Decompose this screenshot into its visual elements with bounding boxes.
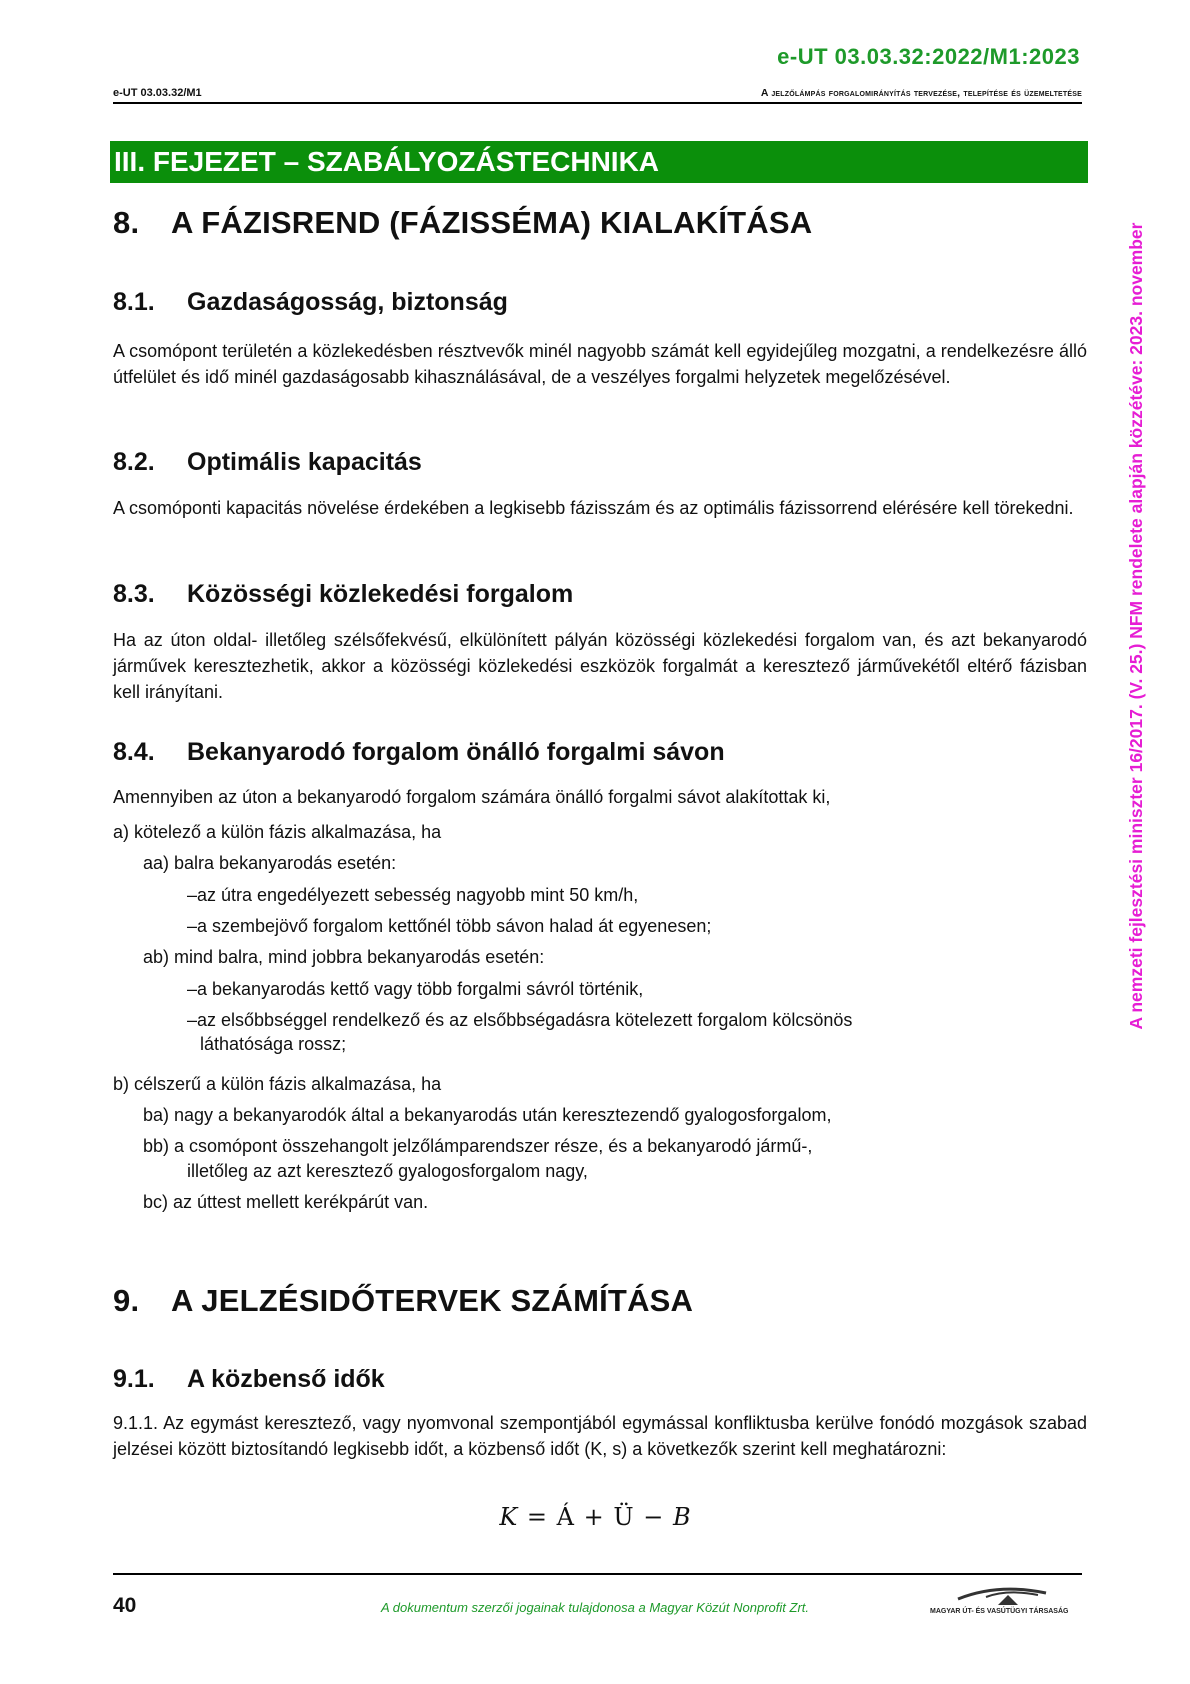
formula-term-3: B	[673, 1503, 691, 1531]
subsection-number: 8.2.	[113, 448, 155, 476]
list-item-ab-2-cont: láthatósága rossz;	[200, 1034, 347, 1054]
subsection-number: 8.3.	[113, 580, 155, 608]
list-intro: Amennyiben az úton a bekanyarodó forgalom számára önálló forgalmi sávot alakítottak ki,	[113, 787, 831, 807]
list-item-b: b) célszerű a külön fázis alkalmazása, ha	[113, 1074, 442, 1094]
section-9-1-heading	[113, 1365, 385, 1394]
section-title: A JELZÉSIDŐTERVEK SZÁMÍTÁSA	[171, 1283, 694, 1318]
list-item-bb: bb) a csomópont összehangolt jelzőlámparendszer része, és a bekanyarodó jármű-,	[143, 1136, 813, 1156]
copyright-notice: A dokumentum szerzői jogainak tulajdonosa a Magyar Közút Nonprofit Zrt.	[380, 1600, 809, 1615]
formula-term-1: Á	[556, 1503, 574, 1531]
logo-text: MAGYAR ÚT- ÉS VASÚTÜGYI TÁRSASÁG	[930, 1608, 1069, 1615]
formula-term-2: Ü	[613, 1503, 634, 1531]
section-9-heading	[113, 1283, 693, 1319]
paragraph-9-1-1: 9.1.1. Az egymást keresztező, vagy nyomvonal szempontjából egymással konfliktusba kerülve fonódó mozgások szabad jelzései között biztosítandó legkisebb időt, a közbenső időt (K, s) a következők szerint kell meghatározni:	[113, 1413, 1087, 1459]
section-8-1-heading	[113, 288, 508, 317]
subsection-title: A közbenső idők	[187, 1365, 385, 1393]
paragraph-8-3: Ha az úton oldal- illetőleg szélsőfekvésű, elkülönített pályán közösségi közlekedési forgalom van, és azt bekanyarodó járművek keresztezhetik, akkor a közösségi közlekedési eszközök forgalmát a keresztező járművekétől eltérő fázisban kell irányítani.	[113, 630, 1087, 702]
list-item-bc: bc) az úttest mellett kerékpárút van.	[143, 1192, 429, 1212]
subsection-title: Közösségi közlekedési forgalom	[187, 580, 574, 608]
paragraph-8-1: A csomópont területén a közlekedésben résztvevők minél nagyobb számát kell egyidejűleg mozgatni, a rendelkezésre álló útfelület és idő minél gazdaságosabb kihasználásával, de a veszélyes forgalmi helyzetek megelőzésével.	[113, 341, 1087, 387]
formula-plus: +	[583, 1503, 604, 1531]
list-item-a: a) kötelező a külön fázis alkalmazása, ha	[113, 822, 442, 842]
formula-lhs: K	[499, 1503, 518, 1531]
section-title: A FÁZISREND (FÁZISSÉMA) KIALAKÍTÁSA	[171, 205, 813, 240]
list-item-ba: ba) nagy a bekanyarodók által a bekanyarodás után keresztezendő gyalogosforgalom,	[143, 1105, 832, 1125]
running-header	[113, 87, 1082, 104]
list-item-aa-2: –a szembejövő forgalom kettőnél több sávon halad át egyenesen;	[187, 916, 712, 936]
paragraph-8-2: A csomóponti kapacitás növelése érdekében a legkisebb fázisszám és az optimális fázissorrend elérésére kell törekedni.	[113, 498, 1074, 518]
list-item-bb-cont: illetőleg az azt keresztező gyalogosforgalom nagy,	[187, 1161, 588, 1181]
section-number: 8.	[113, 205, 140, 240]
subsection-number: 8.4.	[113, 738, 155, 766]
list-item-ab: ab) mind balra, mind jobbra bekanyarodás esetén:	[143, 947, 545, 967]
subsection-number: 8.1.	[113, 288, 155, 316]
page-number: 40	[113, 1594, 137, 1617]
document-code: e-UT 03.03.32:2022/M1:2023	[777, 44, 1080, 69]
list-item-aa-1: –az útra engedélyezett sebesség nagyobb mint 50 km/h,	[187, 885, 639, 905]
list-item-ab-2: –az elsőbbséggel rendelkező és az elsőbbségadásra kötelezett forgalom kölcsönös	[187, 1010, 853, 1030]
formula	[0, 1503, 1190, 1531]
section-8-3-heading	[113, 580, 573, 609]
running-header-right: A jelzőlámpás forgalomirányítás tervezése, telepítése és üzemeltetése	[760, 87, 1082, 99]
list-item-aa: aa) balra bekanyarodás esetén:	[143, 853, 397, 873]
section-8-2-heading	[113, 448, 422, 477]
publication-side-note: A nemzeti fejlesztési miniszter 16/2017. (V. 25.) NFM rendelete alapján közzétéve: 2023. november	[1126, 222, 1146, 1030]
running-header-left: e-UT 03.03.32/M1	[113, 87, 202, 99]
subsection-title: Bekanyarodó forgalom önálló forgalmi sávon	[187, 738, 725, 766]
formula-minus: −	[643, 1503, 664, 1531]
section-8-heading	[113, 205, 812, 241]
footer-divider	[113, 1573, 1082, 1575]
formula-equals: =	[526, 1503, 548, 1531]
section-8-4-heading	[113, 738, 725, 767]
society-logo	[928, 1583, 1088, 1623]
subsection-number: 9.1.	[113, 1365, 155, 1393]
list-item-ab-1: –a bekanyarodás kettő vagy több forgalmi sávról történik,	[187, 979, 644, 999]
section-number: 9.	[113, 1283, 140, 1318]
subsection-title: Gazdaságosság, biztonság	[187, 288, 508, 316]
chapter-title: III. FEJEZET – SZABÁLYOZÁSTECHNIKA	[110, 141, 1088, 183]
subsection-title: Optimális kapacitás	[187, 448, 422, 476]
